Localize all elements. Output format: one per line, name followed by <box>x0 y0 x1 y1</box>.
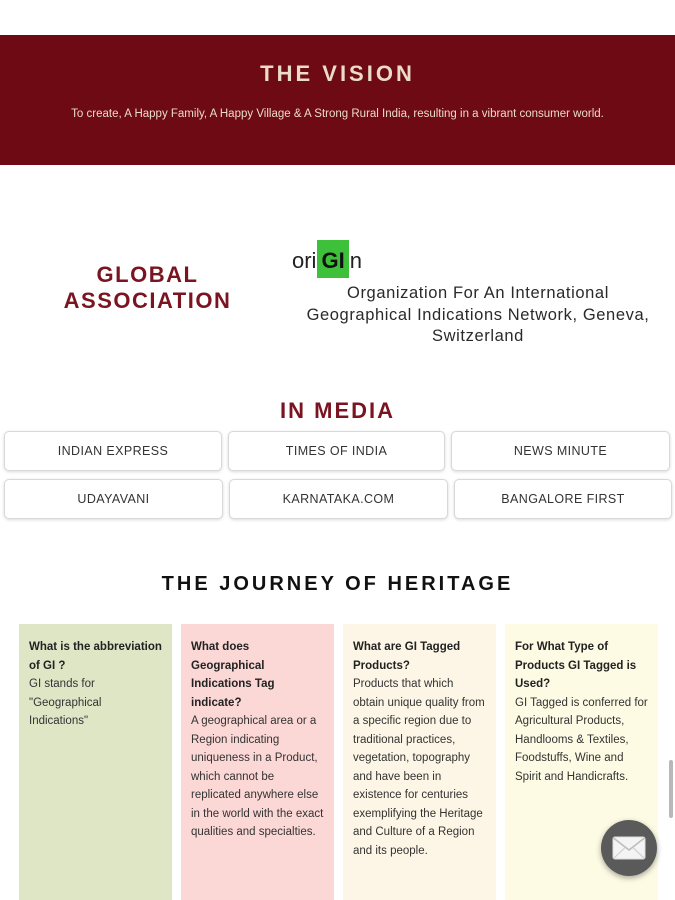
vision-banner <box>0 35 675 165</box>
envelope-icon <box>612 836 646 860</box>
vision-title: THE VISION <box>260 61 415 86</box>
origin-logo <box>292 240 362 278</box>
journey-heading: THE JOURNEY OF HERITAGE <box>161 573 514 595</box>
media-link-udayavani[interactable]: UDAYAVANI <box>4 479 223 519</box>
faq-question: What is the abbreviation of GI ? <box>29 641 162 672</box>
faq-answer: Products that which obtain unique quality from a specific region due to traditional practices, vegetation, topography and have been in existence for centuries exemplifying the Heritage and Culture of a Region and its people. <box>353 678 485 857</box>
faq-question: What are GI Tagged Products? <box>353 641 461 672</box>
media-link-times-of-india[interactable]: TIMES OF INDIA <box>228 431 445 471</box>
organization-name: Organization For An International Geographical Indications Network, Geneva, Switzerland <box>306 284 650 345</box>
faq-card-gi-abbreviation <box>19 624 172 900</box>
faq-card-gi-tag-meaning <box>181 624 334 900</box>
faq-card-gi-tagged-products <box>343 624 496 900</box>
origin-logo-suffix: n <box>349 248 362 273</box>
media-link-news-minute[interactable]: NEWS MINUTE <box>451 431 670 471</box>
global-association-heading: GLOBAL ASSOCIATION <box>63 262 232 313</box>
faq-question: For What Type of Products GI Tagged is Used? <box>515 641 637 690</box>
faq-question: What does Geographical Indications Tag indicate? <box>191 641 275 709</box>
mail-button[interactable] <box>601 820 657 876</box>
origin-logo-highlight: GI <box>317 240 348 278</box>
faq-answer: A geographical area or a Region indicating uniqueness in a Product, which cannot be replicated anywhere else in the world with the exact qualities and specialties. <box>191 715 324 838</box>
media-link-karnataka-com[interactable]: KARNATAKA.COM <box>229 479 448 519</box>
media-link-bangalore-first[interactable]: BANGALORE FIRST <box>454 479 672 519</box>
scrollbar-thumb[interactable] <box>669 760 673 818</box>
media-heading: IN MEDIA <box>280 398 395 423</box>
faq-answer: GI Tagged is conferred for Agricultural Products, Handlooms & Textiles, Foodstuffs, Wine and Spirit and Handicrafts. <box>515 696 648 783</box>
origin-logo-prefix: ori <box>292 248 317 273</box>
faq-answer: GI stands for "Geographical Indications" <box>29 678 102 727</box>
vision-text: To create, A Happy Family, A Happy Village & A Strong Rural India, resulting in a vibrant consumer world. <box>71 108 604 120</box>
media-link-indian-express[interactable]: INDIAN EXPRESS <box>4 431 222 471</box>
